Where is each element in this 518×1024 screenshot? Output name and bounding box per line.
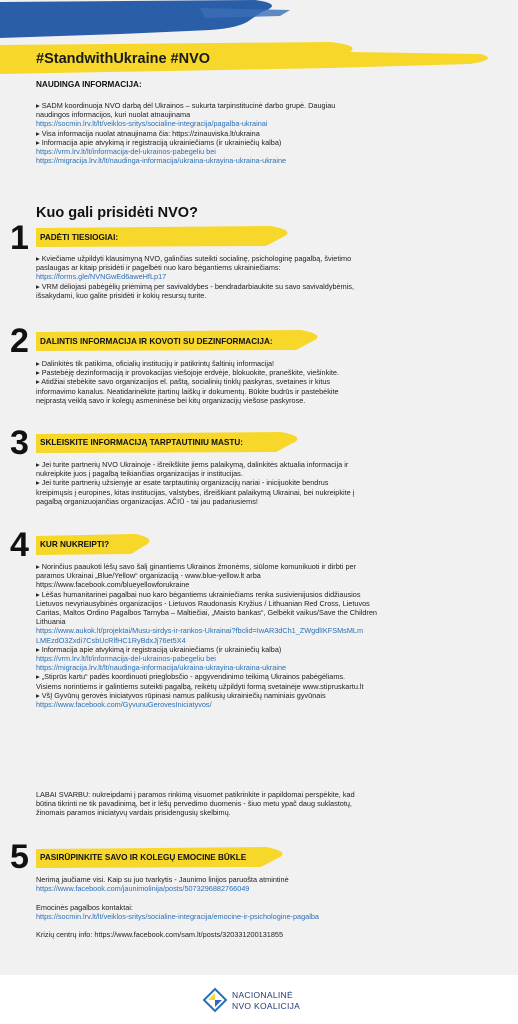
footer-line-2: NVO KOALICIJA xyxy=(232,1001,301,1011)
page-title: #StandwithUkraine #NVO xyxy=(36,51,211,67)
section-5-line[interactable]: https://socmin.lrv.lt/lt/veiklos-sritys/socialine-integracija/emocine-ir-psichologine-pagalba xyxy=(36,911,319,921)
section-5-number: 5 xyxy=(10,838,29,876)
section-5-line[interactable]: https://www.facebook.com/jaunimolinija/posts/5073296882766049 xyxy=(36,884,250,894)
section-4-line[interactable]: LMEzdO3Zxdi7CsbUcRlfHC1RyBdxJj76et5X4 xyxy=(36,635,186,645)
section-4-line[interactable]: https://vrm.lrv.lt/lt/informacija-del-ukrainos-pabegeliu bei xyxy=(36,654,216,664)
section-1-line: paslaugas ar kitaip prisidėti ir pagelbėti nuo karo bėgantiems ukrainiečiams: xyxy=(36,263,281,273)
useful-info-body xyxy=(36,101,335,165)
section-4-line: Caritas, Maltos Ordino Pagalbos Tarnyba – Maltiečiai, „Maisto bankas“, Gelbėkit vaikus/Save the Children xyxy=(36,608,377,618)
useful-info-line: ▸ Visa informacija nuolat atnaujinama čia: https://zinauviska.lt/ukraina xyxy=(36,128,260,138)
section-3-body xyxy=(36,460,354,506)
useful-info-line[interactable]: https://migracija.lrv.lt/lt/naudinga-informacija/ukraina-ukrayina-ukraina-ukraine xyxy=(36,156,287,166)
section-1-line: išsakydami, kuo galite prisidėti ir kokių resursų turite. xyxy=(36,290,207,300)
section-4-number: 4 xyxy=(10,526,29,564)
section-4-line: ▸ Norinčius paaukoti lėšų savo šalį ginantiems Ukrainos žmonėms, siūlome komunikuoti ir dirbti per xyxy=(36,562,356,571)
section-4-line: ▸ Informacija apie atvykimą ir registraciją ukrainiečiams (ir ukrainiečių kalba) xyxy=(36,644,282,654)
section-2-heading: DALINTIS INFORMACIJA IR KOVOTI SU DEZINFORMACIJA: xyxy=(40,337,273,346)
section-4-line: Visiems norintiems ir galintiems suteikti pagalbą, reikėtų užpildyti formą svetainėje www.stipruskartu.lt xyxy=(36,681,364,691)
section-2-body xyxy=(36,359,339,405)
section-4-line: ▸ Lėšas humanitarinei pagalbai nuo karo bėgantiems ukrainiečiams renka susivienijusios didžiausios xyxy=(36,589,361,599)
footer-logo xyxy=(210,986,305,1016)
coalition-logo-icon xyxy=(202,987,228,1013)
useful-info-line: ▸ Informacija apie atvykimą ir registraciją ukrainiečiams (ir ukrainiečių kalba) xyxy=(36,137,282,147)
section-1-number: 1 xyxy=(10,219,29,257)
section-4-heading: KUR NUKREIPTI? xyxy=(40,540,110,549)
section-1-heading: PADĖTI TIESIOGIAI: xyxy=(40,233,119,242)
section-5-line xyxy=(36,893,319,902)
useful-info-heading: NAUDINGA INFORMACIJA: xyxy=(36,80,142,89)
section-1-line: ▸ Kviečiame užpildyti klausimyną NVO, galinčias suteikti socialinę, psichologinę pagalbą, švietimo xyxy=(36,254,352,263)
section-3-line: pagalbą organizuojančias organizacijas. AČIŪ - tai jau padariusiems! xyxy=(36,496,258,506)
how-heading: Kuo gali prisidėti NVO? xyxy=(36,205,198,221)
useful-info-line: ▸ SADM koordinuoja NVO darbą dėl Ukrainos – sukurta tarpinstitucinė darbo grupė. Daugiau xyxy=(36,101,336,110)
section-5-line: Emocinės pagalbos kontaktai: xyxy=(36,902,133,912)
section-2-line: neįprastą veiklą savo ir kolegų asmeninėse bei kitų organizacijų viešose paskyrose. xyxy=(36,395,306,405)
blue-brush-stroke xyxy=(0,0,300,40)
section-4-line: Lithuania xyxy=(36,617,66,627)
section-5-heading: PASIRŪPINKITE SAVO IR KOLEGŲ EMOCINE BŪKLE xyxy=(40,853,247,862)
section-2-line: ▸ Pastebėję dezinformaciją ir provokacijas viešojoje erdvėje, blokuokite, praneškite, viešinkite. xyxy=(36,368,339,378)
useful-info-line: naudingos informacijos, kuri nuolat atnaujinama xyxy=(36,110,191,120)
section-3-heading: SKLEISKITE INFORMACIJĄ TARPTAUTINIU MASTU: xyxy=(40,438,244,447)
section-4-line[interactable]: https://www.facebook.com/GyvunuGerovesIniciatyvos/ xyxy=(36,700,212,710)
section-5-line: Krizių centrų info: https://www.facebook.com/sam.lt/posts/320331200131855 xyxy=(36,930,284,940)
important-line: LABAI SVARBU: nukreipdami į paramos rinkimą visuomet patikrinkite ir papildomai perspėkite, kad xyxy=(36,790,355,799)
section-4-line: paramos Ukrainai „Blue/Yellow“ organizaciją - www.blue-yellow.lt arba xyxy=(36,571,261,581)
section-2-line: ▸ Atidžiai stebėkite savo organizacijos el. paštą, socialinių tinklų paskyras, svetaines ir kitus xyxy=(36,377,331,387)
useful-info-line[interactable]: https://vrm.lrv.lt/lt/informacija-del-ukrainos-pabegeliu bei xyxy=(36,147,216,157)
section-5-line xyxy=(36,921,319,930)
section-1-line: ▸ VRM dėliojasi pabėgėlių priėmimą per savivaldybes - bendradarbiaukite su savo savivaldybėmis, xyxy=(36,281,354,291)
section-4-line: Lietuvos nevyriausybinės organizacijos - Lietuvos Raudonasis Kryžius / Lithuanian Red Cross, Lietuvos xyxy=(36,598,370,608)
section-4-line[interactable]: https://migracija.lrv.lt/lt/naudinga-informacija/ukraina-ukrayina-ukraina-ukraine xyxy=(36,663,287,673)
section-3-line: ▸ Jei turite partnerių užsienyje ar esate tarptautinių organizacijų nariai - inicijuokite bendrus xyxy=(36,478,329,488)
important-line: būtina tikrinti ne tik pavadinimą, bet ir lėšų pervedimo duomenis - šiuo metu ypač daug suklastotų, xyxy=(36,799,352,809)
important-line: žinomais paramos iniciatyvų vardais prisidengusių skelbimų. xyxy=(36,808,231,818)
section-4-line: ▸ VšĮ Gyvūnų gerovės iniciatyvos rūpinasi namus palikusių ukrainiečių naminiais gyvūnais xyxy=(36,690,326,700)
useful-info-line[interactable]: https://socmin.lrv.lt/lt/veiklos-sritys/socialine-integracija/pagalba-ukrainai xyxy=(36,119,268,129)
section-3-number: 3 xyxy=(10,424,29,462)
section-3-line: ▸ Jei turite partnerių NVO Ukrainoje - išreikškite jiems palaikymą, dalinkitės aktualia informacija ir xyxy=(36,460,349,469)
section-3-line: nukreipkite juos į pagalbą teikiančias organizacijas ir institucijas. xyxy=(36,469,243,479)
section-2-number: 2 xyxy=(10,322,29,360)
important-note xyxy=(36,790,355,818)
section-4-line[interactable]: https://www.aukok.lt/projektai/Musu-sirdys-ir-rankos-Ukrainai?fbclid=IwAR3dCh1_ZWgdlIKFSMsMLm xyxy=(36,626,364,636)
section-1-body xyxy=(36,254,354,300)
footer-line-1: NACIONALINĖ xyxy=(232,990,293,1000)
section-1-line[interactable]: https://forms.gle/NVNGwEd6aweHfLp17 xyxy=(36,272,167,282)
section-4-line: https://www.facebook.com/blueyellowforukraine xyxy=(36,580,190,590)
section-4-line: ▸ „Stiprūs kartu“ padės koordinuoti prieglobsčio - apgyvendinimo teikimą Ukrainos pabėgėliams. xyxy=(36,672,346,682)
section-5-line: Nerimą jaučiame visi. Kaip su juo tvarkytis - Jaunimo linijos paruošta atmintinė xyxy=(36,875,289,884)
section-5-body xyxy=(36,875,319,939)
section-2-line: ▸ Dalinkitės tik patikima, oficialių institucijų ir patikrintų šaltinių informacija! xyxy=(36,359,275,368)
section-4-body xyxy=(36,562,377,709)
section-3-line: kreipimųsis į europines, kitas institucijas, valstybes, išreiškiant palaikymą Ukrainai, bei nukreipkite į xyxy=(36,487,355,497)
section-2-line: informavimo kanalus. Neatidarinėkite įtartinų laiškų ir dokumentų. Būkite budrūs ir pastebėkite xyxy=(36,386,339,396)
